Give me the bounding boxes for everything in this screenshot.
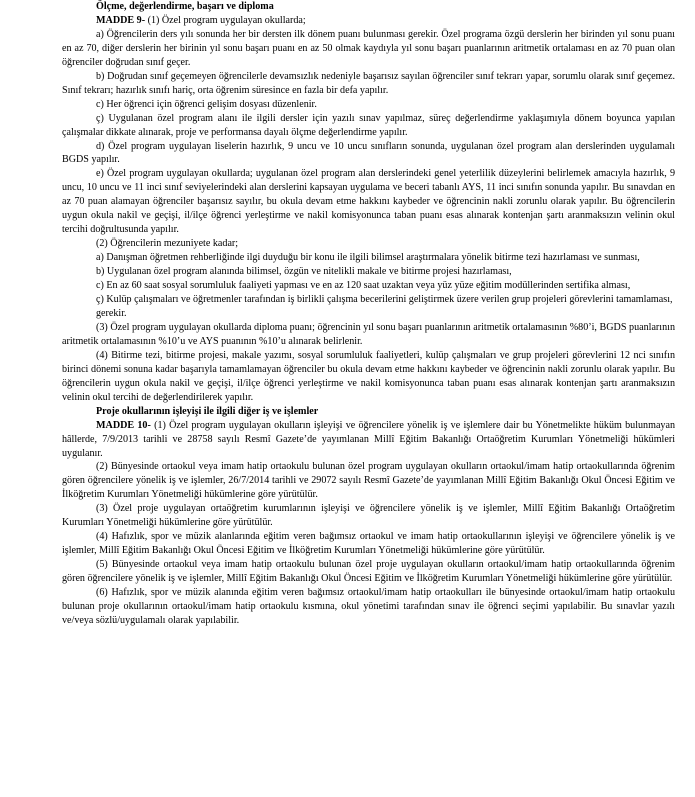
paragraph: gerekir.	[96, 307, 127, 319]
paragraph: ç) Uygulanan özel program alanı ile ilgili dersler için yazılı sınav yapılmaz, süreç değerlendirme yaklaşımıyla dönem boyunca yapılan çalışmalar dikkate alınarak, proje ve performansa dayalı ölçme değerlendirme yapılır.	[62, 112, 675, 138]
paragraph: (4) Bitirme tezi, bitirme projesi, makale yazımı, sosyal sorumluluk faaliyetleri, kulüp çalışmaları ve grup projeleri görevlerini 12 nci sınıfın birinci dönemi sonuna kadar başarıyla tamamlamayan öğrenciler bu okula devam etme hakkını kaybeder ve öğrencinin nakli zorunlu olarak yapılır. Bu öğrencilerin uygun okula nakil ve geçişi, il/ilçe öğrenci yerleştirme ve nakil komisyonunca taban puanı esas alınarak kontenjan şartı aranmaksızın velinin okul tercihi de değerlendirilerek yapılır.	[62, 349, 675, 403]
paragraph: e) Özel program uygulayan okullarda; uygulanan özel program alan derslerindeki genel yeterlilik düzeylerini belirlemek amacıyla hazırlık, 9 uncu, 10 uncu ve 11 inci sınıf seviyelerindeki alan derslerini kapsayan uygulama ve beceri tabanlı AYS, 11 inci sınıfın sonunda yapılır. Bu sınavdan en az 70 puan alamayan öğrenciler başarısız sayılır, bu okula devam etme hakkını kaybeder ve öğrencinin nakli zorunlu olarak yapılır. Bu öğrencilerin uygun okula nakil ve geçişi, il/ilçe öğrenci yerleştirme ve nakil komisyonunca taban puanı esas alınarak kontenjan şartı aranmaksızın velinin okul tercihi doğrultusunda yapılır.	[62, 168, 675, 236]
paragraph: a) Danışman öğretmen rehberliğinde ilgi duyduğu bir konu ile ilgili bilimsel araştırmalara yönelik bitirme tezi hazırlaması ve sunması,	[96, 252, 640, 264]
paragraph: b) Doğrudan sınıf geçemeyen öğrencilerle devamsızlık nedeniyle başarısız sayılan öğrenciler sınıf tekrarı yapar, sorumlu olarak sınıf geçemez. Sınıf tekrarı; hazırlık sınıfı hariç, orta öğrenim süresince en fazla bir defa yapılır.	[62, 70, 675, 96]
paragraph: (3) Özel proje uygulayan ortaöğretim kurumlarının işleyişi ve öğrencilere yönelik iş ve işlemler, Millî Eğitim Bakanlığı Ortaöğretim Kurumları Yönetmeliği hükümlerine göre yürütülür.	[62, 503, 675, 529]
paragraph: a) Öğrencilerin ders yılı sonunda her bir dersten ilk dönem puanı bulunması gerekir. Özel programa özgü derslerin her birinden yıl sonu puanı en az 70, diğer derslerin her birinin yıl sonu başarı puanı en az 50 olmak kaydıyla yıl sonu başarı puanlarının aritmetik ortalaması en az 70 puan olan öğrenciler doğrudan sınıf geçer.	[62, 28, 675, 68]
section-heading: Ölçme, değerlendirme, başarı ve diploma	[96, 1, 274, 12]
article-text: (1) Özel program uygulayan okulların işleyişi ve öğrencilere yönelik iş ve işlemlere dair bu Yönetmelikte hüküm bulunmayan hâllerde, 7/9/2013 tarihli ve 28758 sayılı Resmî Gazete’de yayımlanan Millî Eğitim Bakanlığı Ortaöğretim Kurumları Yönetmeliği hükümleri uygulanır.	[62, 419, 675, 459]
article-number: MADDE 10-	[96, 419, 151, 431]
paragraph: ç) Kulüp çalışmaları ve öğretmenler tarafından iş birlikli çalışma becerilerini geliştirmek üzere verilen grup projeleri görevlerini tamamlaması,	[96, 294, 673, 306]
paragraph: (5) Bünyesinde ortaokul veya imam hatip ortaokulu bulunan özel proje uygulayan okulların ortaokul/imam hatip ortaokullarında öğrenim gören öğrencilere yönelik iş ve işlemler, Millî Eğitim Bakanlığı Okul Öncesi Eğitim ve İlköğretim Kurumları Yönetmeliği hükümlerine göre yürütülür.	[62, 559, 675, 585]
paragraph: (2) Öğrencilerin mezuniyete kadar;	[96, 238, 239, 250]
paragraph: c) En az 60 saat sosyal sorumluluk faaliyeti yapması ve en az 120 saat uzaktan veya yüz yüze eğitim modüllerinden sertifika alması,	[96, 280, 631, 292]
paragraph: (4) Hafızlık, spor ve müzik alanlarında eğitim veren bağımsız ortaokul ve imam hatip ortaokullarının işleyişi ve öğrencilere yönelik iş ve işlemler, Millî Eğitim Bakanlığı Okul Öncesi Eğitim ve İlköğretim Kurumları Yönetmeliği hükümlerine göre yürütülür.	[62, 531, 675, 557]
paragraph: (3) Özel program uygulayan okullarda diploma puanı; öğrencinin yıl sonu başarı puanlarının aritmetik ortalamasının %80’i, BGDS puanlarının aritmetik ortalamasının %10’u ve AYS puanının %10’u alınarak belirlenir.	[62, 321, 675, 347]
article-text: (1) Özel program uygulayan okullarda;	[145, 14, 306, 26]
paragraph: c) Her öğrenci için öğrenci gelişim dosyası düzenlenir.	[96, 98, 317, 110]
article-paragraph	[62, 14, 675, 28]
article-paragraph	[62, 419, 675, 461]
paragraph: b) Uygulanan özel program alanında bilimsel, özgün ve nitelikli makale ve bitirme projesi hazırlaması,	[96, 266, 512, 278]
paragraph: (6) Hafızlık, spor ve müzik alanında eğitim veren bağımsız ortaokul/imam hatip ortaokulları ile bünyesinde ortaokul/imam hatip ortaokulu bulunan proje okullarının ortaokul/imam hatip ortaokulu kısmına, okul yönetimi tarafından sınav ile öğrenci seçimi yapılabilir. Bu sınavlar yazılı ve/veya sözlü/uygulamalı olarak yapılabilir.	[62, 587, 675, 626]
paragraph: (2) Bünyesinde ortaokul veya imam hatip ortaokulu bulunan özel program uygulayan okulların ortaokul/imam hatip ortaokullarında öğrenim gören öğrencilere yönelik iş ve işlemler, 26/7/2014 tarihli ve 29072 sayılı Resmî Gazete’de yayımlanan Millî Eğitim Bakanlığı Okul Öncesi Eğitim ve İlköğretim Kurumları Yönetmeliği hükümlerine göre yürütülür.	[62, 461, 675, 501]
paragraph: d) Özel program uygulayan liselerin hazırlık, 9 uncu ve 10 uncu sınıfların sonunda, uygulanan özel program alan derslerinden uygulamalı BGDS yapılır.	[62, 140, 675, 166]
article-number: MADDE 9-	[96, 14, 146, 26]
section-heading: Proje okullarının işleyişi ile ilgili diğer iş ve işlemler	[96, 405, 319, 417]
